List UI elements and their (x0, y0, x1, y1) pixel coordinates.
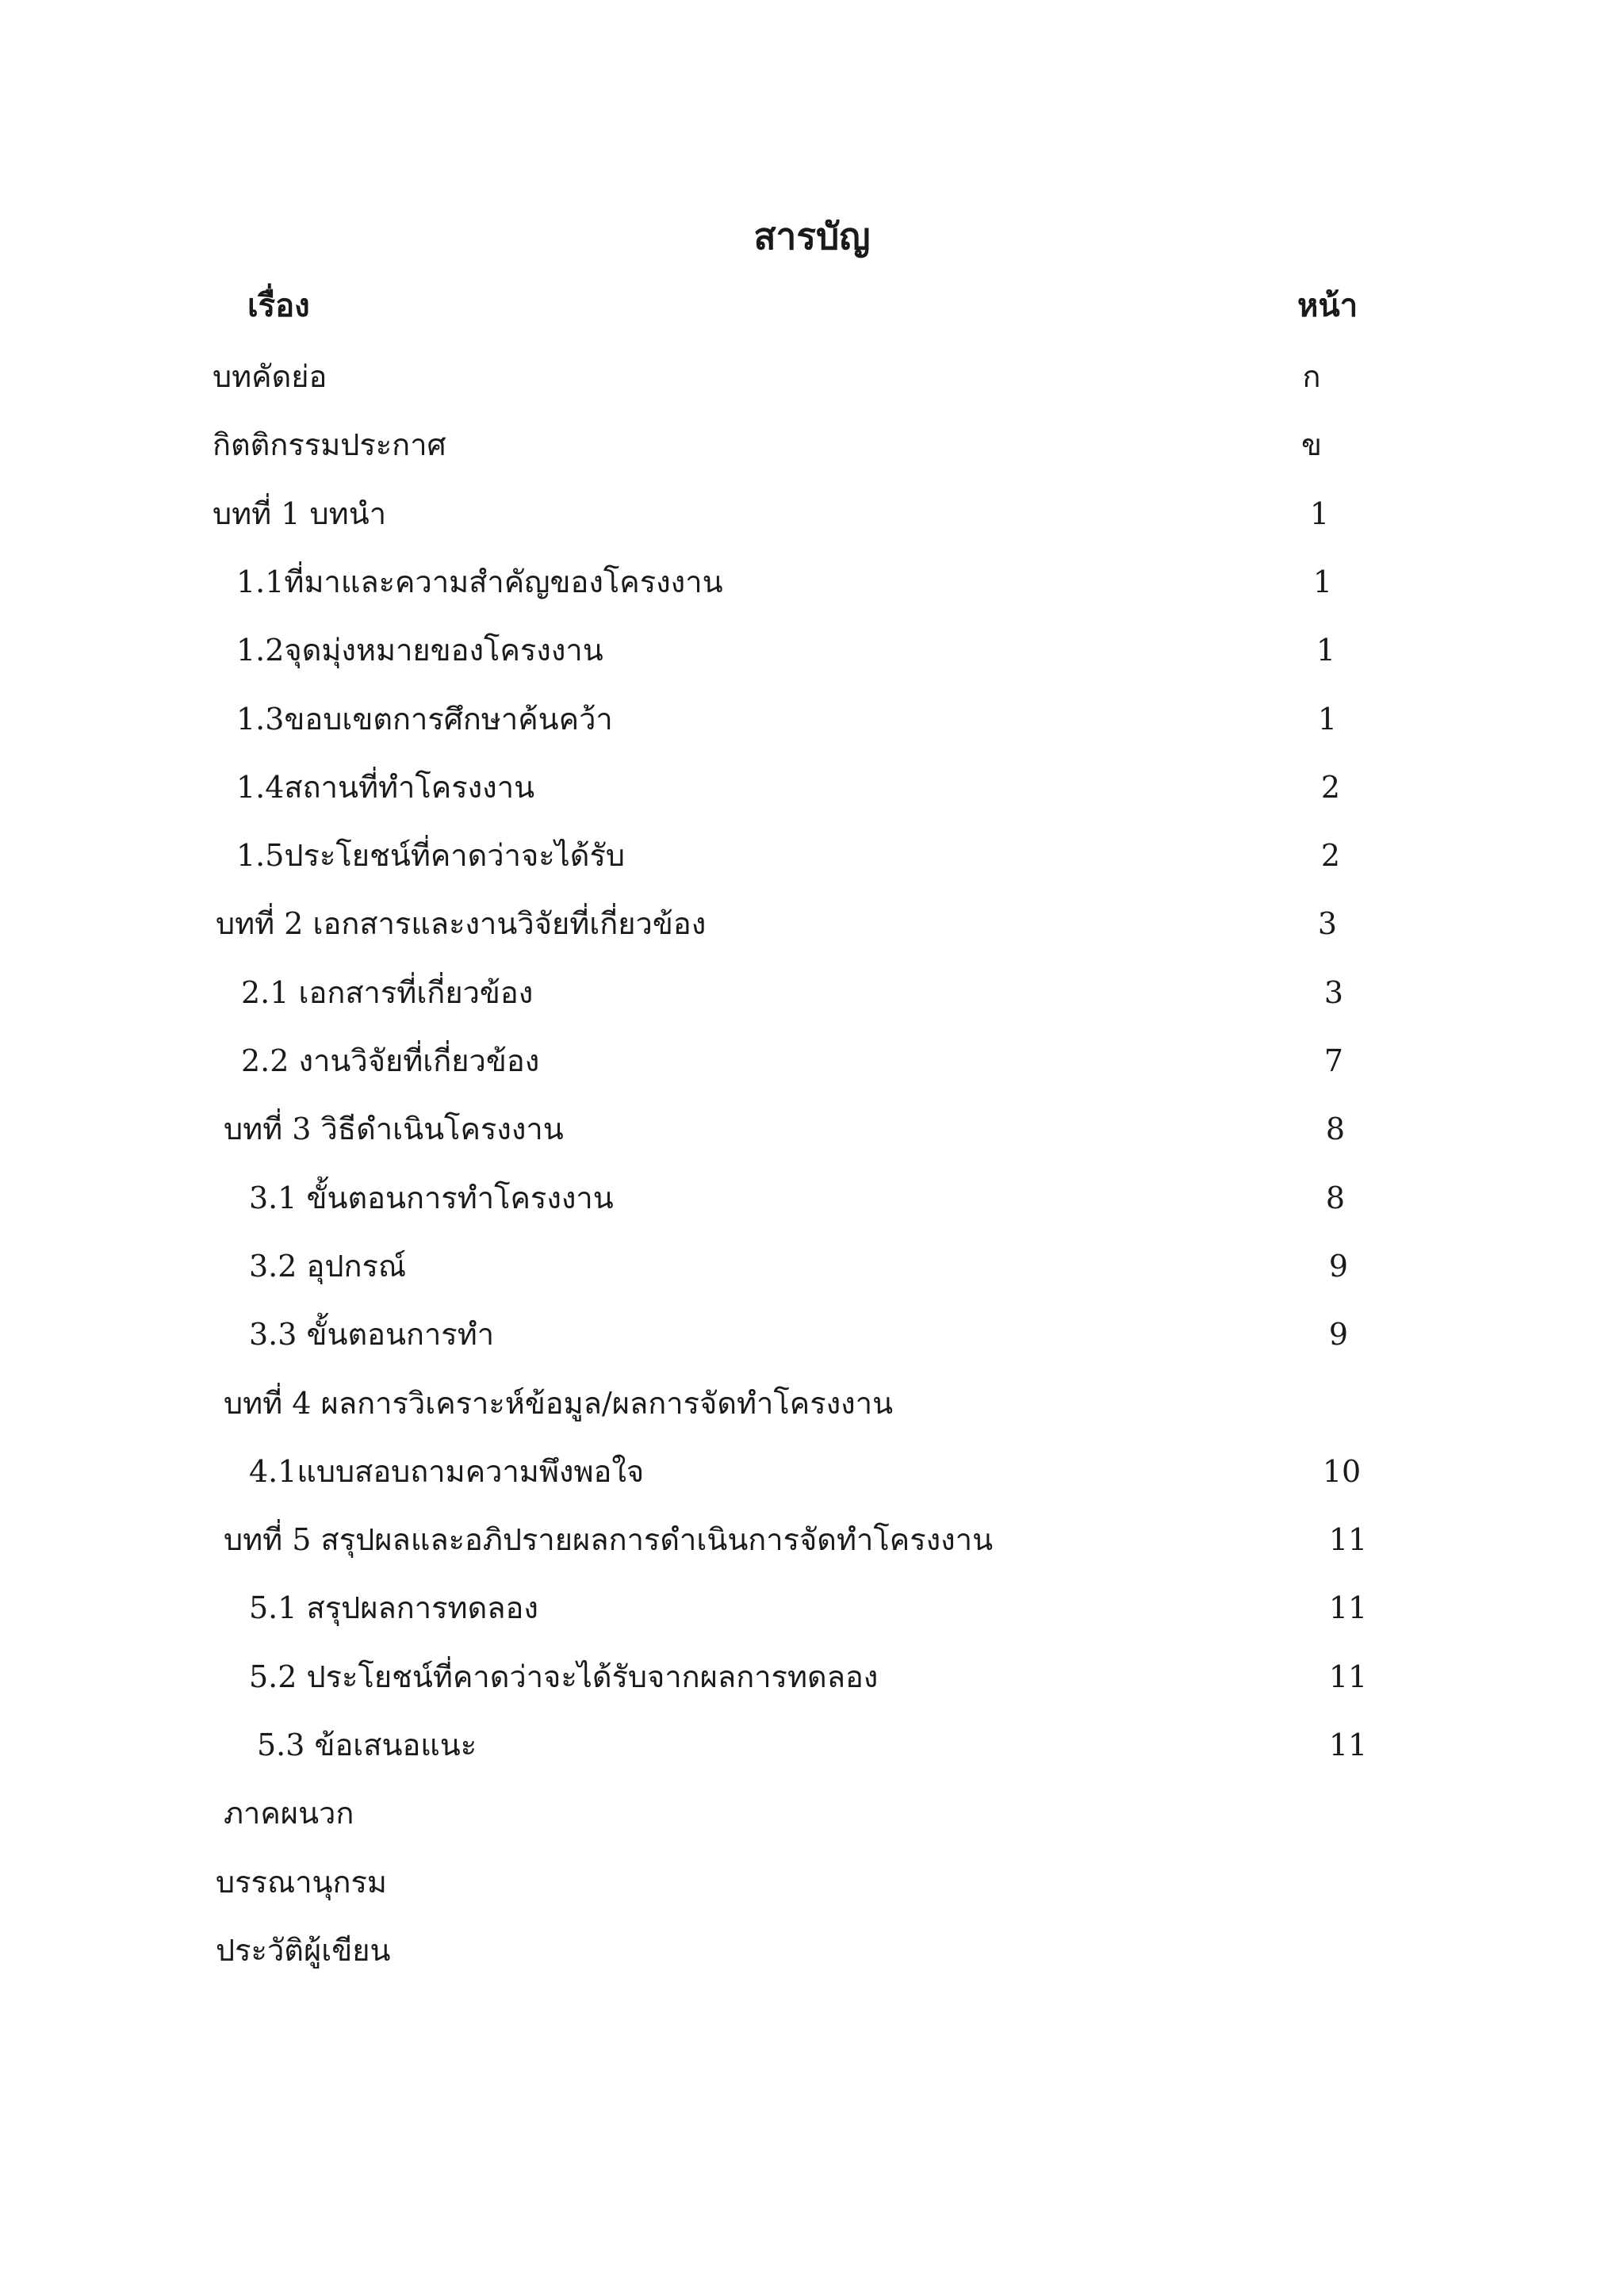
toc-entry-page: 7 (1323, 1043, 1344, 1078)
toc-entry-page: 11 (1328, 1728, 1368, 1762)
toc-entry (0, 821, 1624, 890)
toc-entry (0, 1369, 1624, 1437)
toc-entry-label: ประวัติผู้เขียน (216, 1932, 391, 1968)
toc-entry-label: 3.3 ขั้นตอนการทำ (249, 1317, 495, 1353)
toc-entry (0, 1574, 1624, 1642)
toc-entry (0, 1437, 1624, 1506)
toc-entry (0, 411, 1624, 479)
toc-entry-page: 10 (1322, 1453, 1362, 1489)
toc-entry-page: 11 (1328, 1522, 1368, 1558)
toc-entry-label: 1.3ขอบเขตการศึกษาค้นคว้า (236, 701, 613, 737)
toc-entry (0, 616, 1624, 684)
toc-entry-label: บทคัดย่อ (213, 359, 327, 394)
toc-entry-page: 11 (1328, 1659, 1368, 1694)
toc-entry-label: 1.2จุดมุ่งหมายของโครงงาน (236, 633, 603, 668)
toc-entry-label: 3.2 อุปกรณ์ (249, 1248, 407, 1284)
toc-entry-page: 3 (1317, 906, 1338, 942)
toc-entry (0, 1095, 1624, 1163)
toc-entry (0, 1027, 1624, 1095)
toc-entry-page: 8 (1325, 1112, 1346, 1147)
toc-entry (0, 1300, 1624, 1368)
toc-entry (0, 890, 1624, 958)
toc-entry-label: บทที่ 5 สรุปผลและอภิปรายผลการดำเนินการจัดทำโครงงาน (224, 1522, 994, 1558)
column-header-page: หน้า (1297, 287, 1358, 324)
toc-entry-page: 3 (1323, 974, 1344, 1010)
toc-entry-page: 1 (1309, 496, 1330, 531)
toc-entry (0, 1779, 1624, 1847)
toc-entry (0, 1506, 1624, 1574)
toc-entry-label: 5.1 สรุปผลการทดลอง (249, 1590, 538, 1626)
toc-entry-label: 2.2 งานวิจัยที่เกี่ยวข้อง (241, 1043, 540, 1078)
toc-entry (0, 480, 1624, 548)
toc-entry-label: กิตติกรรมประกาศ (213, 427, 446, 463)
toc-entry-page: 2 (1320, 769, 1341, 805)
toc-entry-label: บทที่ 4 ผลการวิเคราะห์ข้อมูล/ผลการจัดทำโครงงาน (224, 1385, 894, 1421)
toc-entry (0, 1232, 1624, 1300)
toc-entry-label: บทที่ 2 เอกสารและงานวิจัยที่เกี่ยวข้อง (216, 906, 707, 942)
toc-entry-page: 1 (1316, 633, 1336, 668)
toc-entry-label: 1.5ประโยชน์ที่คาดว่าจะได้รับ (236, 838, 625, 874)
toc-entry-page: 8 (1325, 1180, 1346, 1215)
toc-entry-label: 5.2 ประโยชน์ที่คาดว่าจะได้รับจากผลการทดลอง (249, 1659, 879, 1694)
toc-entry (0, 1164, 1624, 1232)
toc-entry-label: ภาคผนวก (224, 1796, 354, 1831)
toc-entry (0, 1848, 1624, 1916)
toc-entry-label: 5.3 ข้อเสนอแนะ (257, 1728, 477, 1762)
toc-entry-label: 2.1 เอกสารที่เกี่ยวข้อง (241, 974, 534, 1010)
toc-entry-label: บทที่ 3 วิธีดำเนินโครงงาน (224, 1112, 564, 1147)
toc-entry (0, 548, 1624, 616)
toc-entry-page: 9 (1328, 1317, 1349, 1353)
column-header-topic: เรื่อง (247, 287, 310, 324)
toc-entry-label: 1.1ที่มาและความสำคัญของโครงงาน (236, 564, 723, 599)
toc-entry (0, 342, 1624, 411)
toc-entry-page: 2 (1320, 838, 1341, 874)
toc-entry (0, 1643, 1624, 1711)
toc-entry-page: 11 (1328, 1590, 1368, 1626)
toc-entry (0, 1711, 1624, 1779)
toc-entry (0, 959, 1624, 1027)
page-title: สารบัญ (753, 215, 871, 258)
toc-entry-page: ก (1302, 359, 1321, 394)
toc-entry-label: 3.1 ขั้นตอนการทำโครงงาน (249, 1180, 614, 1215)
toc-entry (0, 685, 1624, 753)
toc-entry-label: 4.1แบบสอบถามความพึงพอใจ (249, 1453, 645, 1489)
toc-entry (0, 753, 1624, 821)
toc-entry-label: บทที่ 1 บทนำ (213, 496, 387, 531)
toc-entry-label: 1.4สถานที่ทำโครงงาน (236, 769, 535, 805)
toc-entry-page: 9 (1328, 1248, 1349, 1284)
toc-entry-page: ข (1301, 427, 1322, 463)
toc-entry-page: 1 (1312, 564, 1333, 599)
toc-entry (0, 1916, 1624, 1984)
toc-entry-label: บรรณานุกรม (216, 1864, 387, 1900)
toc-entry-page: 1 (1317, 701, 1338, 737)
